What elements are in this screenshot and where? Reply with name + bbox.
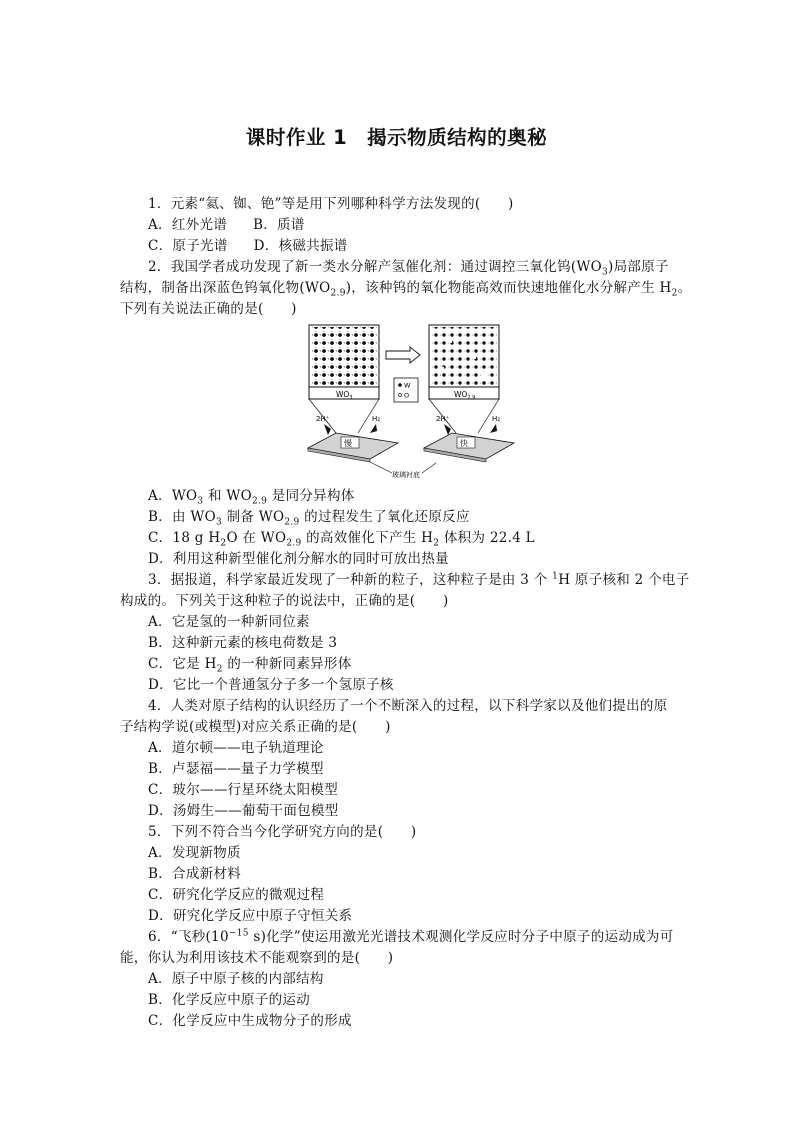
q3-option-b: B．这种新元素的核电荷数是 3 xyxy=(148,635,338,651)
fast-label: 快 xyxy=(460,439,468,448)
q5-option-b: B．合成新材料 xyxy=(148,866,242,882)
legend-o: O xyxy=(404,391,410,400)
q6-option-c: C．化学反应中生成物分子的形成 xyxy=(148,1013,352,1029)
q6-option-b: B．化学反应中原子的运动 xyxy=(148,992,311,1008)
left-up-arrow xyxy=(370,424,377,433)
q2-option-b: B．由 $WO_3$ 制备 $WO_{2.9}$ 的过程发生了氧化还原反应 xyxy=(148,509,470,528)
q3-option-c: C．它是 $H_2$ 的一种新同素异形体 xyxy=(148,656,352,675)
left-out-label: H₂ xyxy=(372,415,381,423)
legend-w: W xyxy=(404,381,411,390)
legend xyxy=(394,378,418,402)
question-1-options-cd xyxy=(148,236,348,256)
question-2-stem-line3: 下列有关说法正确的是( ) xyxy=(120,301,297,317)
question-2-stem-line2: 结构，制备出深蓝色钨氧化物$(WO_{2.9})$，该种钨的氧化物能高效而快速地催化水分解产生 $H_2$。 xyxy=(120,280,692,299)
q5-option-c: C．研究化学反应的微观过程 xyxy=(148,887,325,903)
right-up-arrow xyxy=(490,424,497,433)
right-substrate xyxy=(424,433,514,462)
q4-option-c: C．玻尔——行星环绕太阳模型 xyxy=(148,782,339,798)
wo29-lattice xyxy=(429,325,499,401)
right-out-label: H₂ xyxy=(492,415,501,423)
q3-option-a: A．它是氢的一种新同位素 xyxy=(148,614,310,630)
q1-option-b: B．质谱 xyxy=(253,217,305,233)
question-4-stem-line2: 子结构学说(或模型)对应关系正确的是( ) xyxy=(120,719,391,735)
q1-option-a: A．红外光谱 xyxy=(148,217,228,233)
wo3-lattice xyxy=(309,325,379,401)
q2-option-c: C．18 g $H_2O$ 在 $WO_{2.9}$ 的高效催化下产生 $H_2$ 体积为 22.4 L xyxy=(148,530,535,549)
q4-option-b: B．卢瑟福——量子力学模型 xyxy=(148,761,324,777)
question-1-options-ab xyxy=(148,215,305,235)
wo3-label: $WO_3$ xyxy=(336,390,353,401)
question-6-stem-line1: 6．“飞秒($10^{-15}$ s)化学”使运用激光光谱技术观测化学反应时分子中原子的运动成为可 xyxy=(148,928,674,945)
question-5-stem: 5．下列不符合当今化学研究方向的是( ) xyxy=(148,824,417,840)
q6-option-a: A．原子中原子核的内部结构 xyxy=(148,971,324,987)
q4-option-d: D．汤姆生——葡萄干面包模型 xyxy=(148,803,339,819)
left-in-label: 2H⁺ xyxy=(316,415,330,423)
slow-label: 慢 xyxy=(344,439,352,448)
question-1-stem: 1．元素“氦、铷、铯”等是用下列哪种科学方法发现的( ) xyxy=(148,196,514,212)
question-6-stem-line2: 能，你认为利用该技术不能观察到的是( ) xyxy=(120,950,394,966)
question-4-stem-line1: 4．人类对原子结构的认识经历了一个不断深入的过程，以下科学家以及他们提出的原 xyxy=(148,698,668,714)
right-in-label: 2H⁺ xyxy=(436,415,450,423)
q3-option-d: D．它比一个普通氢分子多一个氢原子核 xyxy=(148,677,394,693)
wo29-label: $WO_{2.9}$ xyxy=(454,390,476,401)
question-3-stem-line1: 3．据报道，科学家最近发现了一种新的粒子，这种粒子是由 3 个 $^1$H 原子核和 2 个电子 xyxy=(148,571,690,588)
q4-option-a: A．道尔顿——电子轨道理论 xyxy=(148,740,324,756)
q5-option-d: D．研究化学反应中原子守恒关系 xyxy=(148,908,353,924)
q2-option-a: A．$WO_3$ 和 $WO_{2.9}$ 是同分异构体 xyxy=(148,488,355,507)
zoom-lines xyxy=(309,399,499,433)
question-2-stem-line1: 2．我国学者成功发现了新一类水分解产氢催化剂：通过调控三氧化钨$(WO_3)$局部原子 xyxy=(148,259,669,278)
transform-arrow xyxy=(386,347,420,363)
glass-substrate-caption: 玻璃衬底 xyxy=(392,471,420,479)
q5-option-a: A．发现新物质 xyxy=(148,845,241,861)
q1-option-d: D．核磁共振谱 xyxy=(253,238,348,254)
page-title: 课时作业 1 揭示物质结构的奥秘 xyxy=(245,126,548,149)
left-substrate xyxy=(308,433,398,462)
question-3-stem-line2: 构成的。下列关于这种粒子的说法中，正确的是( ) xyxy=(120,593,449,609)
catalyst-diagram xyxy=(296,323,521,483)
q2-option-d: D．利用这种新型催化剂分解水的同时可放出热量 xyxy=(148,551,449,567)
q1-option-c: C．原子光谱 xyxy=(148,238,228,254)
